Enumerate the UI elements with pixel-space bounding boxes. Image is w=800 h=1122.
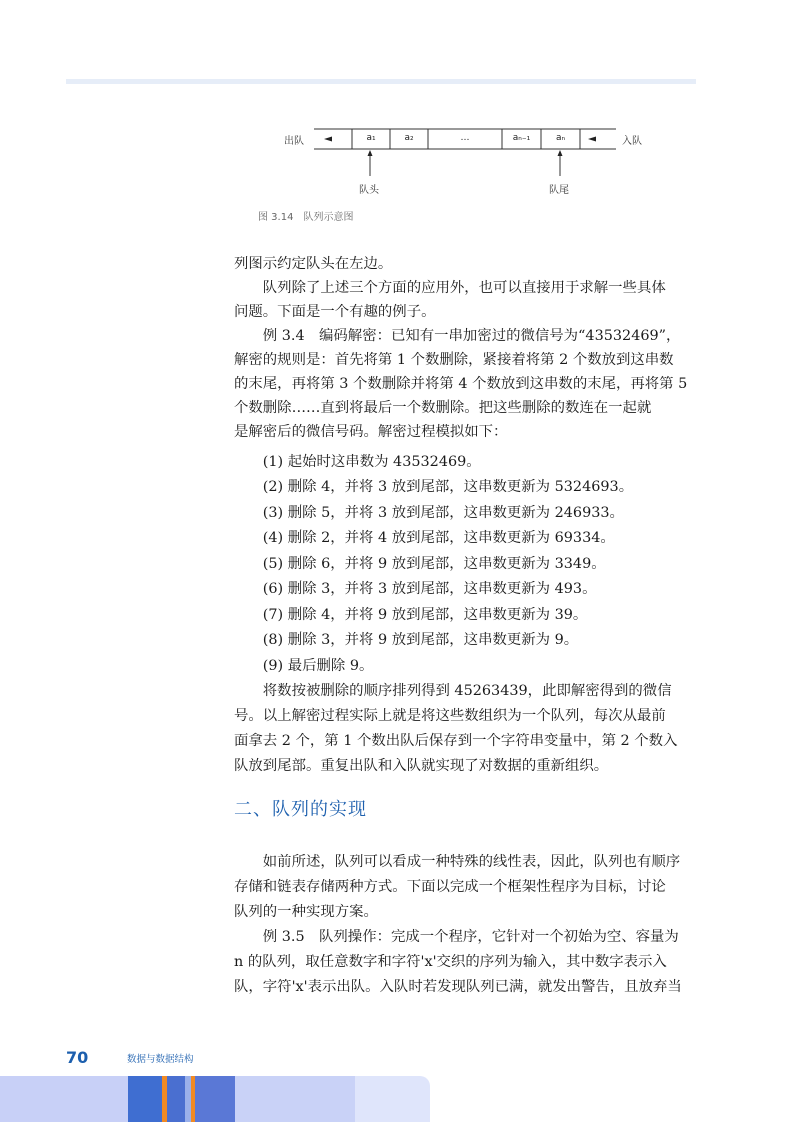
queue-cell: aₙ [555,133,566,143]
queue-cell: a₂ [404,133,414,143]
text-line: 队列除了上述三个方面的应用外，也可以直接用于求解一些具体 [234,280,666,296]
page-number: 70 [66,1048,89,1067]
text-line: 将数按被删除的顺序排列得到 45263439，此即解密得到的微信 [234,683,672,699]
text-line: 例 3.5 队列操作：完成一个程序，它针对一个初始为空、容量为 [234,929,679,945]
text-line: 的末尾，再将第 3 个数删除并将第 4 个数放到这串数的末尾，再将第 5 [234,376,688,392]
step-line: (1) 起始时这串数为 43532469。 [234,454,481,470]
step-line: (4) 删除 2，并将 4 放到尾部，这串数更新为 69334。 [234,530,615,546]
footer-band-blue-3 [195,1076,235,1122]
enqueue-label: 入队 [622,136,642,147]
text-line: 问题。下面是一个有趣的例子。 [234,304,436,320]
step-line: (8) 删除 3，并将 9 放到尾部，这串数更新为 9。 [234,632,579,648]
text-line: 面拿去 2 个，第 1 个数出队后保存到一个字符串变量中，第 2 个数入 [234,733,678,749]
queue-cell: aₙ₋₁ [512,133,531,143]
top-rule [66,79,696,84]
step-line: (7) 删除 4，并将 9 放到尾部，这串数更新为 39。 [234,607,588,623]
tail-label: 队尾 [549,185,569,196]
book-title: 数据与数据结构 [127,1054,194,1065]
step-line: (3) 删除 5，并将 3 放到尾部，这串数更新为 246933。 [234,505,624,521]
queue-cell: a₁ [366,133,376,143]
text-line: 个数删除……直到将最后一个数删除。把这些删除的数连在一起就 [234,400,652,416]
step-line: (5) 删除 6，并将 9 放到尾部，这串数更新为 3349。 [234,556,606,572]
text-line: 队，字符'x'表示出队。入队时若发现队列已满，就发出警告，且放弃当 [234,979,682,995]
figure-caption: 图 3.14 队列示意图 [258,212,354,223]
step-line: (6) 删除 3，并将 3 放到尾部，这串数更新为 493。 [234,581,597,597]
text-line: 例 3.4 编码解密：已知有一串加密过的微信号为“43532469”， [234,328,681,344]
text-line: 解密的规则是：首先将第 1 个数删除，紧接着将第 2 个数放到这串数 [234,352,674,368]
text-line: n 的队列，取任意数字和字符'x'交织的序列为输入，其中数字表示入 [234,954,667,970]
text-line: 队列的一种实现方案。 [234,904,378,920]
step-line: (9) 最后删除 9。 [234,658,374,674]
text-line: 列图示约定队头在左边。 [234,256,393,272]
step-line: (2) 删除 4，并将 3 放到尾部，这串数更新为 5324693。 [234,479,634,495]
text-line: 如前所述，队列可以看成一种特殊的线性表，因此，队列也有顺序 [234,854,681,870]
footer-band-left [0,1076,128,1122]
dequeue-label: 出队 [284,136,304,147]
footer-band-light-2 [235,1076,355,1122]
text-line: 队放到尾部。重复出队和入队就实现了对数据的重新组织。 [234,758,609,774]
text-line: 是解密后的微信号码。解密过程模拟如下： [234,424,508,440]
text-line: 存储和链表存储两种方式。下面以完成一个框架性程序为目标，讨论 [234,879,666,895]
head-label: 队头 [359,185,379,196]
section-heading: 二、队列的实现 [234,799,367,820]
footer-band-blue [128,1076,162,1122]
text-line: 号。以上解密过程实际上就是将这些数组织为一个队列，每次从最前 [234,708,666,724]
footer-band-blue-2 [167,1076,185,1122]
queue-cell: … [460,133,470,143]
